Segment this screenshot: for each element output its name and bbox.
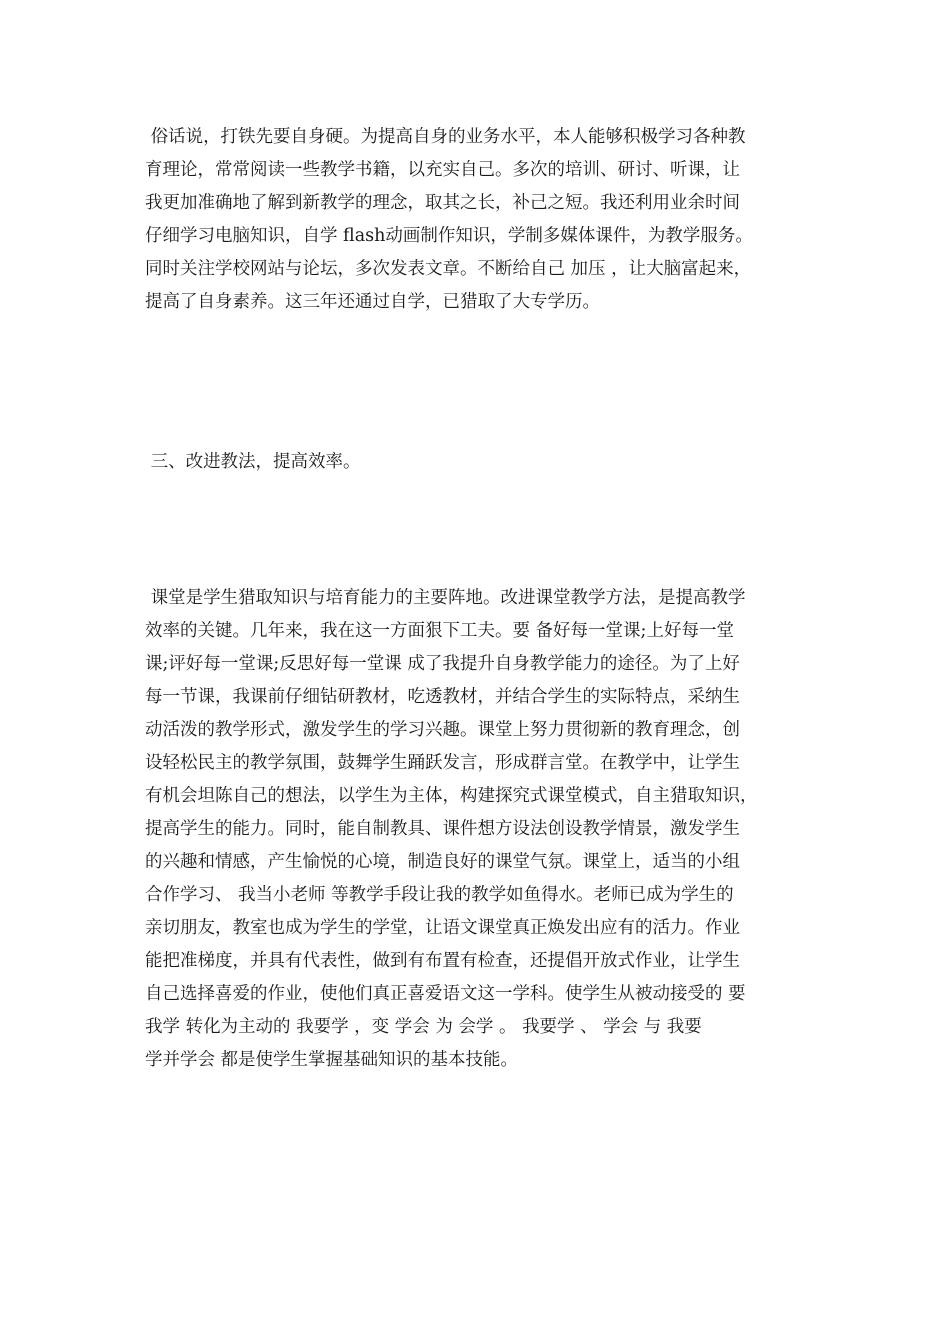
paragraph-line: 设轻松民主的教学氛围，鼓舞学生踊跃发言，形成群言堂。在教学中，让学生 <box>145 753 740 773</box>
paragraph-line: 学并学会 都是使学生掌握基础知识的基本技能。 <box>145 1050 519 1070</box>
paragraph-line: 提高学生的能力。同时，能自制教具、课件想方设法创设教学情景，激发学生 <box>145 819 740 839</box>
section-heading <box>145 446 825 479</box>
paragraph-self-study <box>145 121 825 319</box>
paragraph-line: 每一节课，我课前仔细钻研教材，吃透教材，并结合学生的实际特点，采纳生 <box>145 687 740 707</box>
paragraph-line: 有机会坦陈自己的想法，以学生为主体，构建探究式课堂模式，自主猎取知识， <box>145 786 758 806</box>
paragraph-teaching-methods <box>145 582 825 1077</box>
paragraph-line: 我更加准确地了解到新教学的理念，取其之长，补己之短。我还利用业余时间 <box>145 193 740 213</box>
paragraph-line: 合作学习、 我当小老师 等教学手段让我的教学如鱼得水。老师已成为学生的 <box>145 885 734 905</box>
paragraph-line: 仔细学习电脑知识，自学 flash动画制作知识，学制多媒体课件，为教学服务。 <box>145 226 753 246</box>
section-heading-text: 三、改进教法，提高效率。 <box>145 452 361 472</box>
paragraph-line: 同时关注学校网站与论坛，多次发表文章。不断给自己 加压 ，让大脑富起来， <box>145 259 752 279</box>
paragraph-line: 自己选择喜爱的作业，使他们真正喜爱语文这一学科。使学生从被动接受的 要 <box>145 984 746 1004</box>
paragraph-line: 育理论，常常阅读一些教学书籍，以充实自己。多次的培训、研讨、听课，让 <box>145 160 740 180</box>
paragraph-line: 课;评好每一堂课;反思好每一堂课 成了我提升自身教学能力的途径。为了上好 <box>145 654 740 674</box>
paragraph-line: 能把准梯度，并具有代表性，做到有布置有检查，还提倡开放式作业，让学生 <box>145 951 740 971</box>
paragraph-line: 效率的关键。几年来，我在这一方面狠下工夫。要 备好每一堂课;上好每一堂 <box>145 621 734 641</box>
paragraph-line: 亲切朋友，教室也成为学生的学堂，让语文课堂真正焕发出应有的活力。作业 <box>145 918 740 938</box>
paragraph-line: 的兴趣和情感，产生愉悦的心境，制造良好的课堂气氛。课堂上，适当的小组 <box>145 852 740 872</box>
paragraph-line: 提高了自身素养。这三年还通过自学，已猎取了大专学历。 <box>145 292 600 312</box>
paragraph-line: 我学 转化为主动的 我要学 ，变 学会 为 会学 。 我要学 、 学会 与 我要 <box>145 1017 702 1037</box>
paragraph-line: 动活泼的教学形式，激发学生的学习兴趣。课堂上努力贯彻新的教育理念，创 <box>145 720 740 740</box>
paragraph-line: 课堂是学生猎取知识与培育能力的主要阵地。改进课堂教学方法，是提高教学 <box>145 588 746 608</box>
paragraph-line: 俗话说，打铁先要自身硬。为提高自身的业务水平，本人能够积极学习各种教 <box>145 127 746 147</box>
